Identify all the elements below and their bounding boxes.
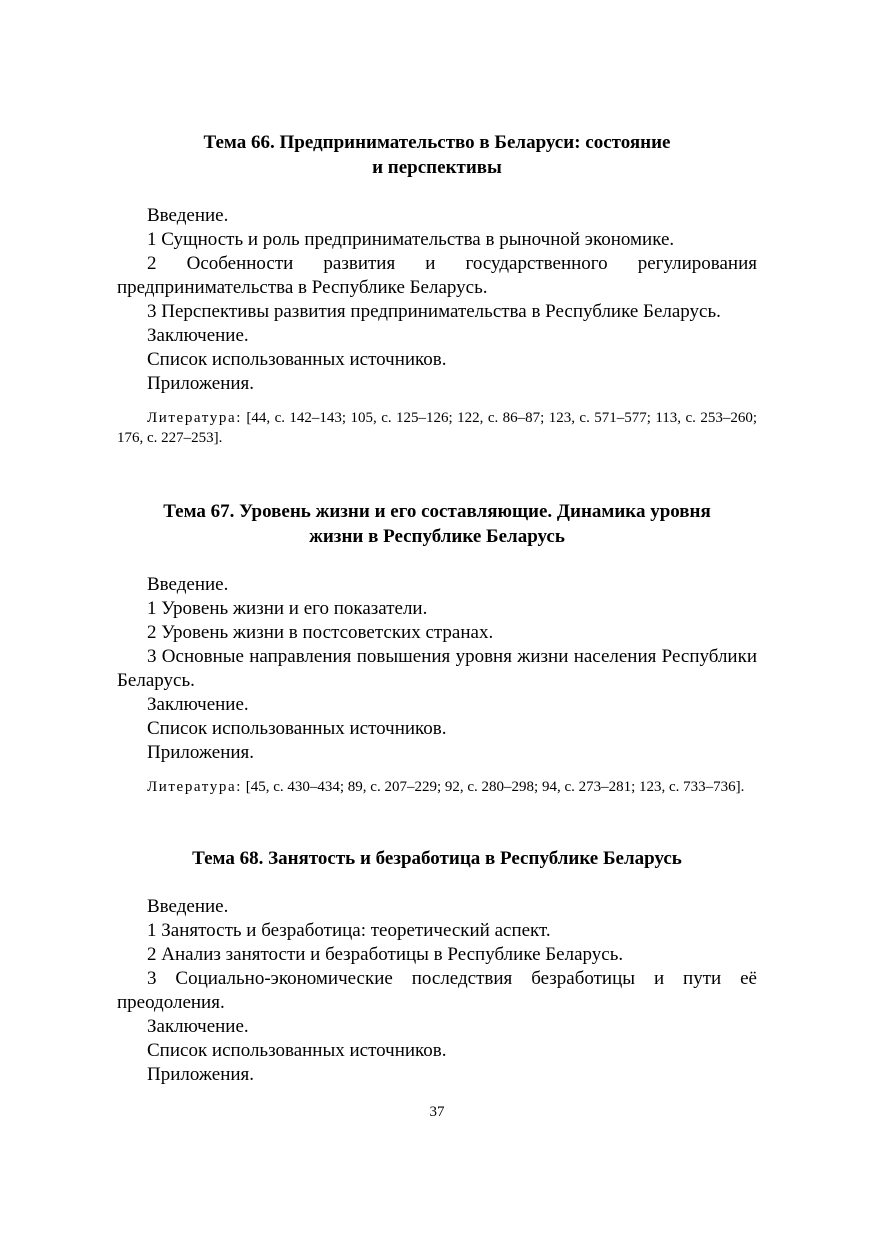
- literature: [117, 409, 757, 448]
- list-item: Заключение.: [147, 325, 249, 346]
- list-item: Приложения.: [147, 742, 255, 763]
- topic-67: [117, 499, 757, 798]
- topic-title: [117, 499, 757, 549]
- list-item: Список использованных источников.: [147, 349, 447, 370]
- literature-refs: [44, с. 142–143; 105, с. 125–126; 122, с. 86–87; 123, с. 571–577; 113, с. 253–260; 176, с. 227–253].: [117, 410, 757, 446]
- literature-refs: [45, с. 430–434; 89, с. 207–229; 92, с. 280–298; 94, с. 273–281; 123, с. 733–736].: [245, 779, 745, 795]
- list-item: 1 Занятость и безработица: теоретический аспект.: [147, 920, 551, 941]
- literature-label: Литература:: [147, 410, 242, 426]
- list-item: 1 Уровень жизни и его показатели.: [147, 598, 428, 619]
- list-item: 1 Сущность и роль предпринимательства в рыночной экономике.: [147, 229, 675, 250]
- list-item: 3 Перспективы развития предпринимательства в Республике Беларусь.: [147, 301, 721, 322]
- topic-title-line1: Тема 68. Занятость и безработица в Республике Беларусь: [192, 848, 682, 869]
- topic-68: [117, 846, 757, 1087]
- page-number: 37: [429, 1104, 445, 1120]
- list-item: Введение.: [147, 574, 229, 595]
- list-item: Приложения.: [147, 1064, 255, 1085]
- topic-title: [117, 130, 757, 180]
- list-item: Введение.: [147, 205, 229, 226]
- list-item: 2 Анализ занятости и безработицы в Республике Беларусь.: [147, 944, 624, 965]
- list-item: Список использованных источников.: [147, 718, 447, 739]
- topic-title-line1: Тема 66. Предпринимательство в Беларуси: состояние: [203, 132, 671, 153]
- topic-title-line2: и перспективы: [372, 157, 502, 178]
- literature-label: Литература:: [147, 779, 242, 795]
- list-item: 3 Социально-экономические последствия безработицы и пути её преодоления.: [117, 968, 757, 1013]
- list-item: 2 Особенности развития и государственного регулирования предпринимательства в Республике Беларусь.: [117, 253, 757, 298]
- topic-66: [117, 130, 757, 448]
- list-item: Список использованных источников.: [147, 1040, 447, 1061]
- list-item: Введение.: [147, 896, 229, 917]
- topic-title-line1: Тема 67. Уровень жизни и его составляющие. Динамика уровня: [163, 501, 711, 522]
- topic-title-line2: жизни в Республике Беларусь: [309, 526, 565, 547]
- literature: [117, 778, 757, 798]
- list-item: Приложения.: [147, 373, 255, 394]
- list-item: Заключение.: [147, 1016, 249, 1037]
- list-item: 2 Уровень жизни в постсоветских странах.: [147, 622, 494, 643]
- list-item: Заключение.: [147, 694, 249, 715]
- list-item: 3 Основные направления повышения уровня жизни населения Республики Беларусь.: [117, 646, 757, 691]
- topic-title: [117, 846, 757, 871]
